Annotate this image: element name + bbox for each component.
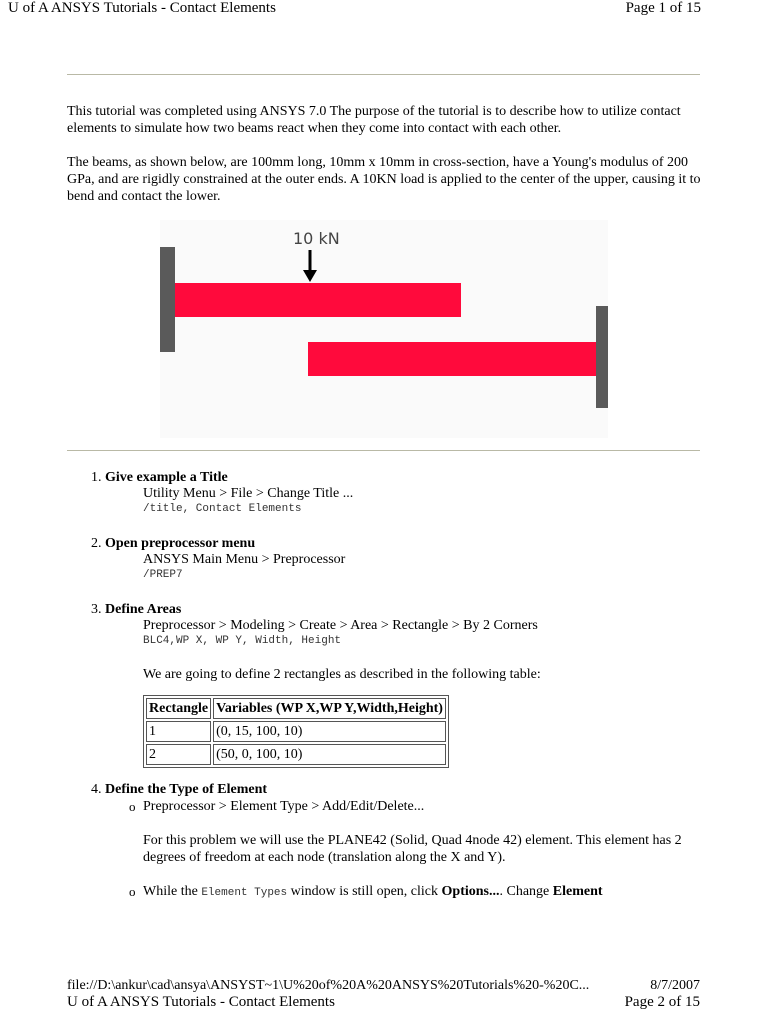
- step-3-title: 3. Define Areas: [105, 602, 182, 617]
- step-4-substeps: [105, 798, 725, 902]
- right-support: [596, 306, 608, 408]
- step-2: [105, 536, 725, 583]
- table-cell-rectangle: 1: [146, 721, 211, 742]
- substep-text-c: . Change: [499, 884, 553, 899]
- step-2-menu-path: ANSYS Main Menu > Preprocessor: [143, 552, 346, 567]
- step-1-menu-path: Utility Menu > File > Change Title ...: [143, 486, 354, 501]
- circle-bullet-icon: o: [129, 799, 136, 814]
- table-cell-variables: (50, 0, 100, 10): [213, 744, 446, 765]
- divider-middle: [67, 450, 700, 451]
- step-1: [105, 470, 725, 517]
- table-cell-rectangle: 2: [146, 744, 211, 765]
- step-3-command: BLC4,WP X, WP Y, Width, Height: [143, 635, 342, 647]
- footer-date: 8/7/2007: [650, 978, 700, 993]
- next-page-header-number: Page 2 of 15: [624, 994, 700, 1010]
- divider-top: [67, 74, 700, 75]
- load-label: 10 kN: [293, 229, 340, 248]
- table-cell-variables: (0, 15, 100, 10): [213, 721, 446, 742]
- page-header-number: Page 1 of 15: [625, 0, 701, 16]
- substep-menu-path: Preprocessor > Element Type > Add/Edit/Delete...: [143, 799, 425, 814]
- intro-paragraph-2: The beams, as shown below, are 100mm long, 10mm x 10mm in cross-section, have a Young's modulus of 200 GPa, and are rigidly constrained at the outer ends. A 10KN load is applied to the center of the upper, causing it to bend and contact the lower.: [67, 155, 701, 204]
- step-3-menu-path: Preprocessor > Modeling > Create > Area > Rectangle > By 2 Corners: [143, 618, 538, 633]
- beam-figure: [160, 220, 608, 438]
- tutorial-steps: [67, 470, 725, 921]
- table-row: [146, 744, 446, 765]
- rectangles-table: [143, 695, 449, 768]
- step-3-note: We are going to define 2 rectangles as described in the following table:: [143, 667, 541, 682]
- lower-beam: [308, 342, 596, 376]
- substep-options-label: Options...: [441, 884, 500, 899]
- next-page-header-title: U of A ANSYS Tutorials - Contact Elements: [67, 994, 335, 1010]
- step-4-title: 4. Define the Type of Element: [105, 782, 268, 797]
- substep-text-b: window is still open, click: [287, 884, 442, 899]
- table-header-rectangle: Rectangle: [146, 698, 211, 719]
- step-4: [105, 782, 725, 902]
- step-2-title: 2. Open preprocessor menu: [105, 536, 256, 551]
- step-2-command: /PREP7: [143, 569, 183, 581]
- step-3: [105, 602, 725, 768]
- substep-item: [129, 798, 725, 866]
- figure-background: [160, 220, 608, 438]
- page-header-title: U of A ANSYS Tutorials - Contact Elements: [8, 0, 276, 16]
- circle-bullet-icon: o: [129, 884, 136, 899]
- footer-file-path: file://D:\ankur\cad\ansya\ANSYST~1\U%20of%20A%20ANSYS%20Tutorials%20-%20C...: [67, 978, 590, 993]
- table-row: [146, 721, 446, 742]
- substep-item: [129, 883, 725, 902]
- left-support: [160, 247, 175, 352]
- table-header-row: [146, 698, 446, 719]
- upper-beam: [175, 283, 461, 317]
- substep-window-name: Element Types: [201, 887, 288, 899]
- substep-element-label: Element: [552, 884, 603, 899]
- step-1-command: /title, Contact Elements: [143, 503, 302, 515]
- step-1-title: 1. Give example a Title: [105, 470, 228, 485]
- substep-note: For this problem we will use the PLANE42 (Solid, Quad 4node 42) element. This element has 2 degrees of freedom at each node (translation along the X and Y).: [143, 833, 682, 865]
- table-header-variables: Variables (WP X,WP Y,Width,Height): [213, 698, 446, 719]
- intro-paragraph-1: This tutorial was completed using ANSYS 7.0 The purpose of the tutorial is to describe how to utilize contact elements to simulate how two beams react when they come into contact with each other.: [67, 104, 681, 136]
- substep-text-a: While the: [143, 884, 202, 899]
